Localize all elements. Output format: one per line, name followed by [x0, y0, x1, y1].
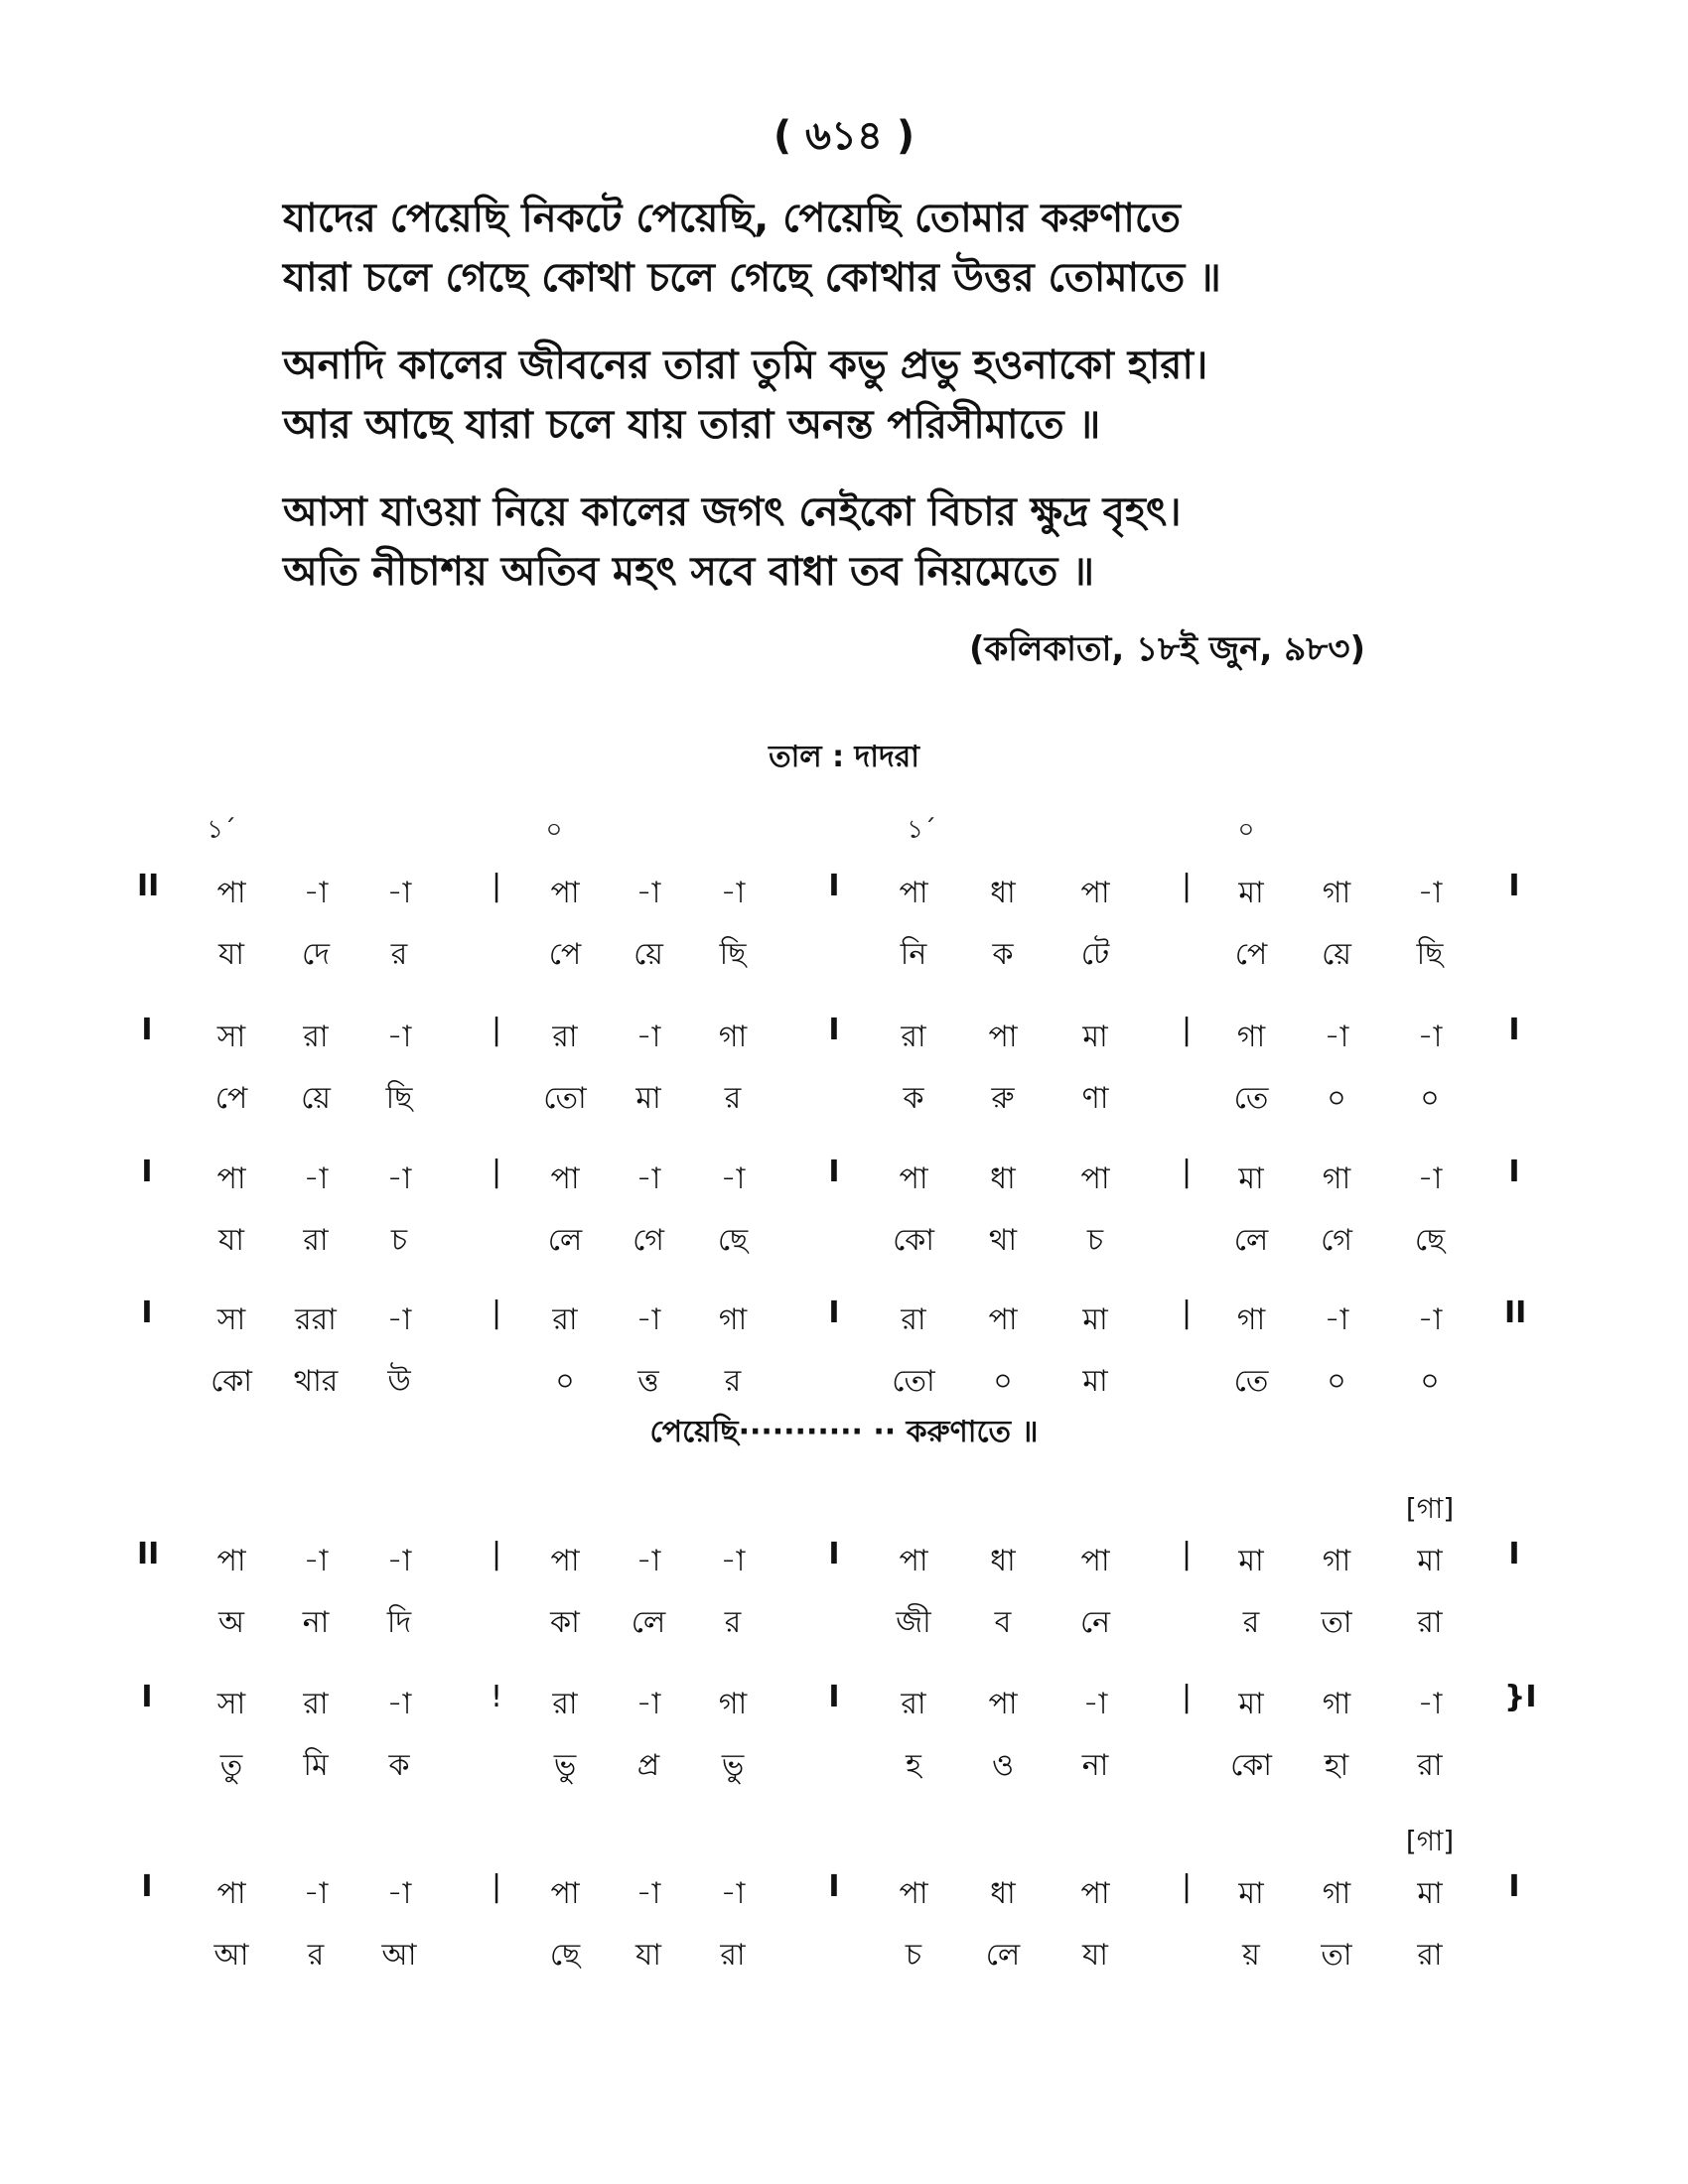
barline: | — [491, 1013, 502, 1047]
note-cell: -া — [386, 1687, 412, 1721]
note-cell: গা — [1236, 1302, 1266, 1337]
syllable-cell: মা — [635, 1081, 661, 1116]
note-cell: রা — [901, 1687, 926, 1721]
note-cell: -া — [386, 1161, 412, 1196]
note-cell: পা — [550, 1876, 580, 1911]
syllable-cell: মা — [1082, 1364, 1108, 1399]
row-end-barline: I — [1508, 869, 1520, 903]
syllable-cell: টে — [1080, 937, 1110, 972]
beat-marker: ১´ — [907, 815, 936, 845]
note-cell: পা — [899, 1544, 928, 1578]
row-start-barline: I — [141, 1680, 153, 1714]
syllable-cell: তো — [892, 1364, 935, 1399]
note-cell: -া — [635, 1544, 661, 1578]
note-cell: -া — [303, 876, 329, 910]
note-cell: -া — [1324, 1020, 1349, 1054]
syllable-cell: যা — [218, 937, 244, 972]
note-cell: পা — [899, 876, 928, 910]
note-cell: পা — [550, 1544, 580, 1578]
note-cell: পা — [899, 1161, 928, 1196]
note-cell: -া — [635, 1876, 661, 1911]
note-cell: -া — [635, 1687, 661, 1721]
note-cell: মা — [1082, 1302, 1108, 1337]
row-start-barline: I — [141, 1013, 153, 1047]
syllable-cell: তা — [1321, 1605, 1352, 1640]
syllable-cell: যা — [218, 1223, 244, 1258]
syllable-cell: র — [307, 1938, 325, 1973]
note-cell: -া — [635, 876, 661, 910]
barline: I — [828, 1013, 840, 1047]
note-cell: মা — [1238, 1544, 1264, 1578]
syllable-cell: নে — [1079, 1605, 1111, 1640]
row-end-barline: I — [1508, 1155, 1520, 1189]
syllable-cell: ত্ত — [637, 1364, 659, 1399]
barline: | — [1181, 1013, 1193, 1047]
note-cell: পা — [1080, 1876, 1110, 1911]
barline: I — [828, 1155, 840, 1189]
note-cell: ধা — [990, 1161, 1016, 1196]
syllable-cell: পে — [1234, 937, 1268, 972]
note-cell: মা — [1238, 1687, 1264, 1721]
syllable-cell: ও — [991, 1748, 1015, 1783]
note-cell: গা — [1322, 1876, 1351, 1911]
note-cell: -া — [1417, 1161, 1443, 1196]
barline: I — [828, 1869, 840, 1904]
note-cell: -া — [1082, 1687, 1108, 1721]
syllable-cell: রা — [1417, 1605, 1443, 1640]
note-cell: -া — [303, 1876, 329, 1911]
syllable-cell: ক — [992, 937, 1014, 972]
syllable-cell: কো — [211, 1364, 252, 1399]
note-cell: -া — [720, 876, 746, 910]
syllable-cell: ছে — [549, 1938, 581, 1973]
syllable-cell: থার — [293, 1364, 339, 1399]
note-cell: -া — [1417, 1020, 1443, 1054]
row-end-barline: I — [1508, 1869, 1520, 1904]
syllable-cell: ক — [388, 1748, 410, 1783]
barline: | — [491, 1869, 502, 1904]
lyric-line: আর আছে যারা চলে যায় তারা অনন্ত পরিসীমাতে ॥ — [283, 402, 1101, 448]
row-end-barline: I — [1508, 1537, 1520, 1571]
barline: I — [828, 1537, 840, 1571]
note-cell: -া — [303, 1161, 329, 1196]
note-cell: গা — [1322, 1544, 1351, 1578]
place-date-note: (কলিকাতা, ১৮ই জুন, ৯৮৩) — [968, 629, 1365, 669]
syllable-cell: র — [724, 1081, 742, 1116]
note-cell: -া — [1417, 876, 1443, 910]
row-start-barline: I — [141, 1296, 153, 1330]
syllable-cell: ছে — [717, 1223, 749, 1258]
note-cell: মা — [1417, 1876, 1443, 1911]
note-cell: রা — [901, 1302, 926, 1337]
note-cell: গা — [718, 1302, 748, 1337]
note-cell: পা — [216, 1876, 246, 1911]
note-cell: পা — [216, 876, 246, 910]
row-start-barline: II — [137, 1537, 160, 1571]
syllable-cell: তে — [1233, 1081, 1269, 1116]
note-cell: পা — [988, 1020, 1018, 1054]
syllable-cell: লে — [1233, 1223, 1269, 1258]
barline: I — [828, 869, 840, 903]
syllable-cell: র — [390, 937, 408, 972]
syllable-cell: কো — [893, 1223, 934, 1258]
note-cell: মা — [1238, 1161, 1264, 1196]
note-cell: -া — [635, 1302, 661, 1337]
lyric-line: যারা চলে গেছে কোথা চলে গেছে কোথার উত্তর তোমাতে ॥ — [283, 255, 1221, 301]
note-cell: -া — [1417, 1687, 1443, 1721]
syllable-cell: থা — [988, 1223, 1018, 1258]
syllable-cell: ০ — [1420, 1081, 1440, 1116]
note-cell: রা — [552, 1302, 578, 1337]
note-cell: পা — [550, 1161, 580, 1196]
syllable-cell: নি — [900, 937, 927, 972]
syllable-cell: চ — [390, 1223, 408, 1258]
syllable-cell: র — [724, 1364, 742, 1399]
barline: | — [491, 1537, 502, 1571]
note-cell: মা — [1238, 1876, 1264, 1911]
bracket-note: [গা] — [1405, 1492, 1455, 1525]
note-cell: গা — [1322, 1687, 1351, 1721]
note-cell: পা — [1080, 876, 1110, 910]
barline: ! — [490, 1680, 503, 1714]
note-cell: মা — [1238, 876, 1264, 910]
syllable-cell: ০ — [993, 1364, 1013, 1399]
syllable-cell: ০ — [555, 1364, 575, 1399]
note-cell: রা — [552, 1020, 578, 1054]
syllable-cell: য়ে — [633, 937, 663, 972]
syllable-cell: কা — [550, 1605, 580, 1640]
note-cell: মা — [1417, 1544, 1443, 1578]
syllable-cell: তু — [219, 1748, 243, 1783]
syllable-cell: যা — [1082, 1938, 1108, 1973]
note-cell: -া — [720, 1161, 746, 1196]
syllable-cell: না — [1081, 1748, 1109, 1783]
syllable-cell: তো — [543, 1081, 587, 1116]
syllable-cell: আ — [381, 1938, 417, 1973]
syllable-cell: র — [1242, 1605, 1260, 1640]
syllable-cell: গে — [633, 1223, 664, 1258]
syllable-cell: রা — [720, 1938, 746, 1973]
barline: | — [1181, 1869, 1193, 1904]
note-cell: -া — [720, 1876, 746, 1911]
row-end-barline: }I — [1504, 1680, 1537, 1714]
note-cell: রা — [303, 1020, 329, 1054]
barline: | — [1181, 869, 1193, 903]
syllable-cell: রা — [1417, 1748, 1443, 1783]
syllable-cell: চ — [1086, 1223, 1104, 1258]
note-cell: সা — [216, 1687, 246, 1721]
note-cell: -া — [1417, 1302, 1443, 1337]
note-cell: সা — [216, 1302, 246, 1337]
syllable-cell: না — [302, 1605, 330, 1640]
syllable-cell: প্র — [636, 1748, 660, 1783]
note-cell: গা — [1236, 1020, 1266, 1054]
note-cell: -া — [303, 1544, 329, 1578]
barline: | — [491, 1155, 502, 1189]
note-cell: -া — [635, 1020, 661, 1054]
row-end-barline: II — [1504, 1296, 1527, 1330]
lyric-line: অতি নীচাশয় অতিব মহৎ সবে বাধা তব নিয়মেতে ॥ — [283, 549, 1094, 595]
syllable-cell: অ — [218, 1605, 244, 1640]
lyric-line: আসা যাওয়া নিয়ে কালের জগৎ নেইকো বিচার ক্ষুদ্র বৃহৎ। — [283, 489, 1182, 535]
note-cell: গা — [718, 1020, 748, 1054]
note-cell: -া — [386, 876, 412, 910]
syllable-cell: য়ে — [1322, 937, 1351, 972]
syllable-cell: গে — [1321, 1223, 1352, 1258]
barline: | — [1181, 1537, 1193, 1571]
refrain-line: পেয়েছি··········· ·· করুণাতে ॥ — [649, 1415, 1039, 1449]
note-cell: ধা — [990, 1876, 1016, 1911]
row-start-barline: II — [137, 869, 160, 903]
syllable-cell: দি — [386, 1605, 412, 1640]
note-cell: ধা — [990, 1544, 1016, 1578]
syllable-cell: ভু — [553, 1748, 577, 1783]
syllable-cell: তা — [1321, 1938, 1352, 1973]
note-cell: -া — [1324, 1302, 1349, 1337]
syllable-cell: ০ — [1327, 1364, 1346, 1399]
note-cell: -া — [720, 1544, 746, 1578]
note-cell: পা — [550, 876, 580, 910]
note-cell: সা — [216, 1020, 246, 1054]
barline: | — [1181, 1680, 1193, 1714]
barline: I — [828, 1296, 840, 1330]
note-cell: ধা — [990, 876, 1016, 910]
syllable-cell: উ — [387, 1364, 411, 1399]
note-cell: পা — [216, 1161, 246, 1196]
beat-marker: ০ — [1237, 815, 1255, 845]
syllable-cell: ব — [994, 1605, 1012, 1640]
syllable-cell: রা — [303, 1223, 329, 1258]
barline: | — [491, 1296, 502, 1330]
syllable-cell: ছি — [385, 1081, 413, 1116]
note-cell: -া — [386, 1876, 412, 1911]
syllable-cell: দে — [302, 937, 330, 972]
note-cell: গা — [718, 1687, 748, 1721]
barline: | — [1181, 1296, 1193, 1330]
bracket-note: [গা] — [1405, 1825, 1455, 1857]
syllable-cell: ছি — [1416, 937, 1444, 972]
syllable-cell: লে — [631, 1605, 666, 1640]
note-cell: ররা — [295, 1302, 337, 1337]
syllable-cell: জী — [896, 1605, 931, 1640]
note-cell: গা — [1322, 1161, 1351, 1196]
note-cell: পা — [899, 1876, 928, 1911]
note-cell: রা — [901, 1020, 926, 1054]
syllable-cell: লে — [547, 1223, 583, 1258]
note-cell: পা — [1080, 1544, 1110, 1578]
syllable-cell: রু — [991, 1081, 1015, 1116]
syllable-cell: কো — [1230, 1748, 1272, 1783]
note-cell: পা — [1080, 1161, 1110, 1196]
syllable-cell: ভু — [721, 1748, 745, 1783]
syllable-cell: ক — [903, 1081, 924, 1116]
syllable-cell: পে — [214, 1081, 248, 1116]
note-cell: পা — [216, 1544, 246, 1578]
syllable-cell: রা — [1417, 1938, 1443, 1973]
note-cell: -া — [386, 1020, 412, 1054]
row-end-barline: I — [1508, 1013, 1520, 1047]
syllable-cell: পে — [548, 937, 582, 972]
syllable-cell: ছে — [1414, 1223, 1446, 1258]
syllable-cell: ছি — [719, 937, 747, 972]
syllable-cell: যা — [635, 1938, 661, 1973]
page-number: ( ৬১৪ ) — [773, 113, 915, 159]
barline: I — [828, 1680, 840, 1714]
lyric-line: যাদের পেয়েছি নিকটে পেয়েছি, পেয়েছি তোমার করুণাতে — [283, 196, 1181, 241]
syllable-cell: তে — [1233, 1364, 1269, 1399]
syllable-cell: য় — [1242, 1938, 1260, 1973]
syllable-cell: হ — [906, 1748, 921, 1783]
syllable-cell: ০ — [1420, 1364, 1440, 1399]
syllable-cell: আ — [213, 1938, 249, 1973]
note-cell: মা — [1082, 1020, 1108, 1054]
lyric-line: অনাদি কালের জীবনের তারা তুমি কভু প্রভু হওনাকো হারা। — [283, 342, 1208, 388]
syllable-cell: য়ে — [301, 1081, 331, 1116]
note-cell: রা — [552, 1687, 578, 1721]
note-cell: পা — [988, 1687, 1018, 1721]
note-cell: -া — [635, 1161, 661, 1196]
syllable-cell: চ — [905, 1938, 922, 1973]
beat-marker: ১´ — [207, 815, 236, 845]
barline: | — [1181, 1155, 1193, 1189]
note-cell: -া — [386, 1302, 412, 1337]
syllable-cell: হা — [1324, 1748, 1349, 1783]
syllable-cell: ০ — [1327, 1081, 1346, 1116]
syllable-cell: র — [724, 1605, 742, 1640]
syllable-cell: লে — [985, 1938, 1021, 1973]
note-cell: পা — [988, 1302, 1018, 1337]
row-start-barline: I — [141, 1869, 153, 1904]
note-cell: গা — [1322, 876, 1351, 910]
syllable-cell: ণা — [1081, 1081, 1109, 1116]
tala-label: তাল : দাদরা — [769, 740, 919, 774]
syllable-cell: মি — [303, 1748, 329, 1783]
barline: | — [491, 869, 502, 903]
row-start-barline: I — [141, 1155, 153, 1189]
beat-marker: ০ — [545, 815, 563, 845]
note-cell: রা — [303, 1687, 329, 1721]
note-cell: -া — [386, 1544, 412, 1578]
